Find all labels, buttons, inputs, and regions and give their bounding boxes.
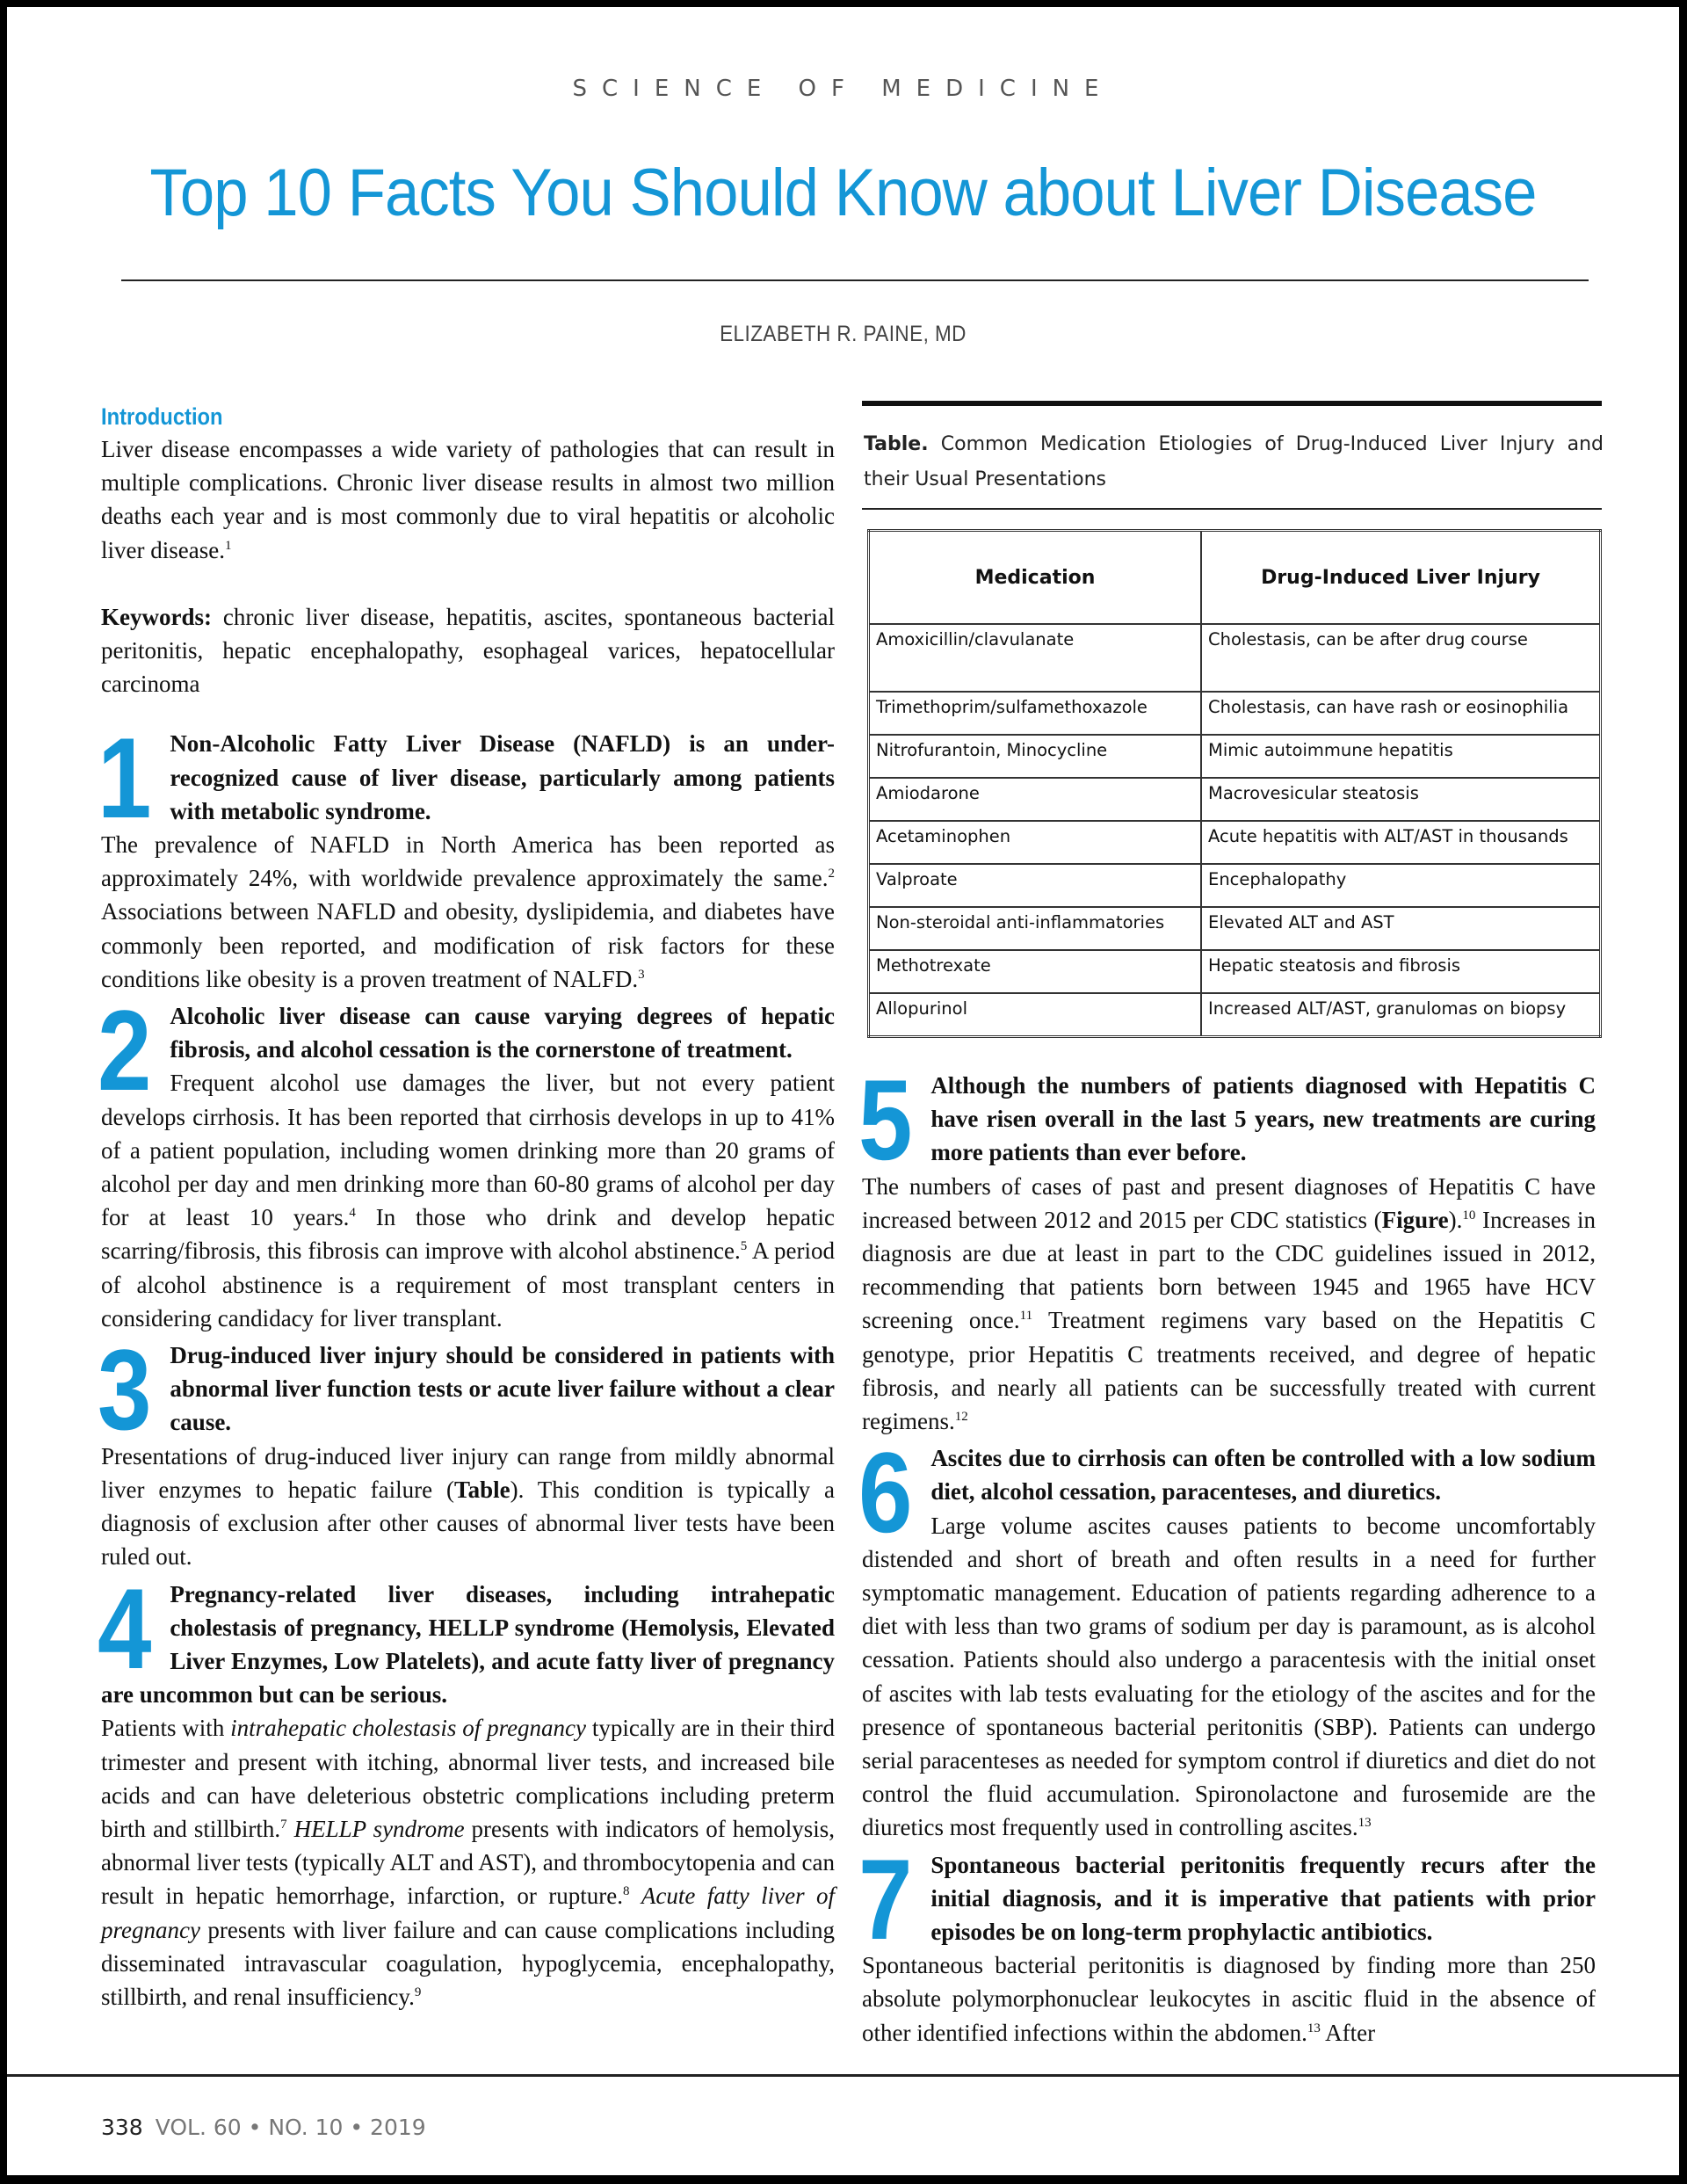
fact-7	[858, 1834, 1596, 2050]
table-row	[869, 735, 1601, 778]
page-number: 338	[101, 2115, 143, 2140]
fact-number: 1	[98, 714, 152, 843]
fact-body: Presentations of drug-induced liver injury can range from mildly abnormal liver enzymes to hepatic failure (Table). This condition is typically a diagnosis of exclusion after other causes of abnormal liver tests have been ruled out.	[101, 1442, 835, 1571]
author-byline: ELIZABETH R. PAINE, MD	[720, 322, 967, 346]
fact-heading: Non-Alcoholic Fatty Liver Disease (NAFLD) is an under-recognized cause of liver disease, particularly among patients with metabolic syndrome.	[170, 730, 835, 824]
introduction-heading: Introduction	[101, 403, 223, 430]
medication-cell: Trimethoprim/sulfamethoxazole	[869, 692, 1202, 735]
table-header-row	[869, 531, 1601, 625]
fact-heading: Although the numbers of patients diagnosed with Hepatitis C have risen overall in the last 5 years, new treatments are curing more patients than ever before.	[930, 1072, 1596, 1166]
injury-cell: Hepatic steatosis and fibrosis	[1201, 950, 1601, 993]
fact-number: 7	[858, 1834, 913, 1963]
fact-heading: Pregnancy-related liver diseases, including intrahepatic cholestasis of pregnancy, HELLP syndrome (Hemolysis, Elevated Liver Enzymes, Low Platelets), and acute fatty liver of pregnancy are uncommon but can be serious.	[101, 1580, 835, 1709]
fact-body: The prevalence of NAFLD in North America has been reported as approximately 24%, with worldwide prevalence approximately the same.$^2$ Associations between NAFLD and obesity, dyslipidemia, and diabetes have commonly been reported, and modification of risk factors for these conditions like obesity is a proven treatment of NALFD.$^3$	[101, 831, 835, 992]
fact-body: Large volume ascites causes patients to become uncomfortably distended and short of breath and often results in a need for further symptomatic management. Education of patients regarding adherence to a diet with less than two grams of sodium per day is paramount, as is alcohol cessation. Patients should also undergo a paracentesis with the initial onset of ascites with lab tests evaluating for the etiology of the ascites and for the presence of spontaneous bacterial peritonitis (SBP). Patients can undergo serial paracenteses as needed for symptom control if diuretics and diet do not control the fluid accumulation. Spironolactone and furosemide are the diuretics most frequently used in controlling ascites.$^{13}$	[862, 1512, 1596, 1841]
injury-cell: Increased ALT/AST, granulomas on biopsy	[1201, 993, 1601, 1037]
injury-cell: Encephalopathy	[1201, 864, 1601, 907]
page-footer	[101, 2115, 426, 2140]
section-label: SCIENCE OF MEDICINE	[572, 76, 1114, 102]
table-row	[869, 864, 1601, 907]
table-top-rule	[862, 401, 1602, 406]
injury-cell: Mimic autoimmune hepatitis	[1201, 735, 1601, 778]
table-row	[869, 907, 1601, 950]
fact-heading: Ascites due to cirrhosis can often be controlled with a low sodium diet, alcohol cessation, paracenteses, and diuretics.	[930, 1445, 1596, 1506]
medication-cell: Valproate	[869, 864, 1202, 907]
footer-rule	[7, 2074, 1679, 2077]
fact-body: Frequent alcohol use damages the liver, but not every patient develops cirrhosis. It has been reported that cirrhosis develops in up to 41% of a patient population, including women drinking more than 20 grams of alcohol per day and men drinking more than 60-80 grams of alcohol per day for at least 10 years.$^4$ In those who drink and develop hepatic scarring/fibrosis, this fibrosis can improve with alcohol abstinence.$^5$ A period of alcohol abstinence is a requirement of most transplant centers in considering candidacy for liver transplant.	[101, 1070, 835, 1331]
table-caption: Table. Common Medication Etiologies of Drug-Induced Liver Injury and their Usual Presentations	[864, 433, 1604, 490]
fact-body: Spontaneous bacterial peritonitis is diagnosed by finding more than 250 absolute polymorphonuclear leukocytes in ascitic fluid in the absence of other identified infections within the abdomen.$^{13}$ After	[862, 1952, 1596, 2046]
injury-cell: Elevated ALT and AST	[1201, 907, 1601, 950]
medication-cell: Nitrofurantoin, Minocycline	[869, 735, 1202, 778]
issue-info: VOL. 60 • NO. 10 • 2019	[155, 2115, 426, 2140]
fact-1	[98, 714, 835, 996]
fact-heading: Spontaneous bacterial peritonitis frequently recurs after the initial diagnosis, and it is imperative that patients with prior episodes be on long-term prophylactic antibiotics.	[930, 1851, 1596, 1946]
injury-cell: Macrovesicular steatosis	[1201, 778, 1601, 821]
table-row	[869, 821, 1601, 864]
fact-2	[98, 986, 835, 1335]
medication-cell: Allopurinol	[869, 993, 1202, 1037]
medication-cell: Acetaminophen	[869, 821, 1202, 864]
injury-cell: Acute hepatitis with ALT/AST in thousands	[1201, 821, 1601, 864]
fact-body: The numbers of cases of past and present diagnoses of Hepatitis C have increased between 2012 and 2015 per CDC statistics (Figure).$^{10}$ Increases in diagnosis are due at least in part to the CDC guidelines issued in 2012, recommending that patients born between 1945 and 1965 have HCV screening once.$^{11}$ Treatment regimens vary based on the Hepatitis C genotype, prior Hepatitis C treatments received, and degree of hepatic fibrosis, and nearly all patients can be successfully treated with current regimens.$^{12}$	[862, 1172, 1596, 1435]
fact-4	[98, 1564, 836, 2014]
medication-cell: Non-steroidal anti-inflammatories	[869, 907, 1202, 950]
fact-number: 6	[858, 1428, 913, 1557]
fact-6	[858, 1428, 1596, 1844]
title-divider	[121, 279, 1589, 281]
table-row	[869, 778, 1601, 821]
table-row	[869, 993, 1601, 1037]
fact-number: 3	[98, 1325, 152, 1455]
keywords: Keywords: chronic liver disease, hepatitis, ascites, spontaneous bacterial peritonitis, hepatic encephalopathy, esophageal varices, hepatocellular carcinoma	[101, 603, 836, 698]
fact-5	[858, 1056, 1596, 1438]
fact-heading: Alcoholic liver disease can cause varying degrees of hepatic fibrosis, and alcohol cessation is the cornerstone of treatment.	[170, 1003, 835, 1063]
article-title: Top 10 Facts You Should Know about Liver Disease	[149, 156, 1537, 230]
fact-heading: Drug-induced liver injury should be considered in patients with abnormal liver function tests or acute liver failure without a clear cause.	[170, 1342, 835, 1436]
column-header: Drug-Induced Liver Injury	[1201, 531, 1601, 625]
fact-number: 4	[98, 1564, 152, 1693]
column-header: Medication	[869, 531, 1202, 625]
fact-3	[98, 1325, 835, 1573]
medication-cell: Amoxicillin/clavulanate	[869, 624, 1202, 692]
fact-number: 5	[858, 1056, 913, 1184]
table-row	[869, 950, 1601, 993]
table-row	[869, 624, 1601, 692]
medication-cell: Methotrexate	[869, 950, 1202, 993]
injury-cell: Cholestasis, can be after drug course	[1201, 624, 1601, 692]
drug-liver-injury-table	[867, 529, 1602, 1038]
journal-page	[7, 7, 1679, 2175]
table-caption-rule	[862, 508, 1602, 510]
fact-body: Patients with intrahepatic cholestasis of pregnancy typically are in their third trimester and present with itching, abnormal liver tests, and increased bile acids and can have deleterious obstetric complications including preterm birth and stillbirth.$^7$ HELLP syndrome presents with indicators of hemolysis, abnormal liver tests (typically ALT and AST), and thrombocytopenia and can result in hepatic hemorrhage, infarction, or rupture.$^8$ Acute fatty liver of pregnancy presents with liver failure and can cause complications including disseminated intravascular coagulation, hypoglycemia, encephalopathy, stillbirth, and renal insufficiency.$^9$	[101, 1715, 836, 2010]
left-column	[98, 401, 836, 2013]
injury-cell: Cholestasis, can have rash or eosinophilia	[1201, 692, 1601, 735]
fact-number: 2	[98, 986, 152, 1115]
introduction-text: Liver disease encompasses a wide variety of pathologies that can result in multiple complications. Chronic liver disease results in almost two million deaths each year and is most commonly due to viral hepatitis or alcoholic liver disease.$^1$	[101, 436, 835, 563]
right-column	[858, 1056, 1596, 2050]
medication-cell: Amiodarone	[869, 778, 1202, 821]
table-row	[869, 692, 1601, 735]
